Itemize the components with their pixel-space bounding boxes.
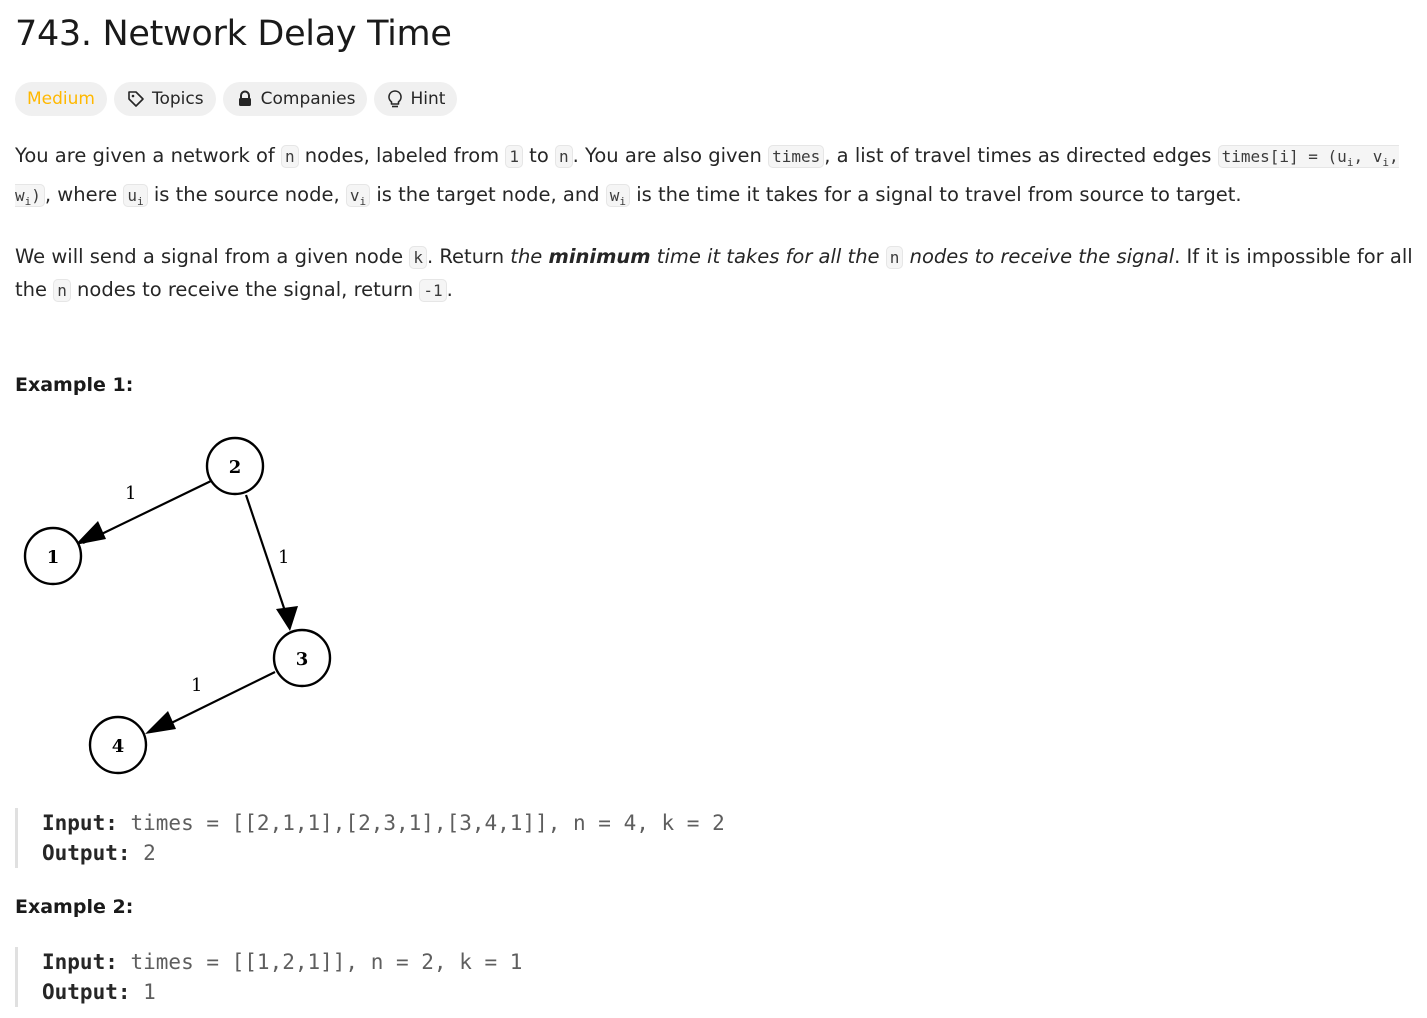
lightbulb-icon — [386, 89, 404, 109]
graph-node-1 — [25, 528, 81, 584]
edge-2-to-3-arrow — [276, 606, 298, 631]
difficulty-label: Medium — [27, 89, 95, 109]
description-paragraph-2: We will send a signal from a given node k . Return the minimum time it takes for all the n nodes to receive the signal. If it is impossible for all the n nodes to receive the signal, return -1 . — [15, 245, 1413, 302]
graph-node-2 — [207, 438, 263, 494]
code-n: n — [555, 145, 573, 168]
example-1-output: Output: 2 — [42, 841, 156, 865]
svg-text:1: 1 — [46, 547, 60, 568]
graph-node-3 — [274, 630, 330, 686]
companies-label: Companies — [260, 89, 356, 109]
emphasis-minimum: minimum — [548, 245, 651, 269]
code-v: $v_i$ — [346, 184, 370, 207]
companies-tag[interactable] — [223, 82, 368, 116]
example-1-input: Input: times = [[2,1,1],[2,3,1],[3,4,1]], n = 4, k = 2 — [42, 811, 725, 835]
code-n: n — [886, 246, 904, 269]
difficulty-tag[interactable] — [15, 82, 107, 116]
code-one: 1 — [505, 145, 523, 168]
svg-text:2: 2 — [228, 457, 242, 478]
code-n: n — [281, 145, 299, 168]
code-n: n — [53, 279, 71, 302]
svg-text:3: 3 — [295, 649, 309, 670]
topics-tag[interactable] — [114, 82, 216, 116]
code-u: $u_i$ — [123, 184, 147, 207]
hint-tag[interactable] — [374, 82, 457, 116]
code-neg-one: -1 — [419, 279, 446, 302]
edge-3-to-4 — [155, 672, 275, 731]
graph-node-4 — [90, 717, 146, 773]
example-2-title: Example 2: — [15, 896, 134, 918]
code-k: k — [409, 246, 427, 269]
example-2-block — [15, 947, 522, 1007]
edge-weight-2-3: 1 — [278, 547, 290, 568]
tag-icon — [126, 89, 146, 109]
problem-description — [15, 140, 1415, 307]
svg-text:4: 4 — [111, 736, 125, 757]
edge-2-to-1-arrow — [75, 521, 106, 545]
hint-label: Hint — [410, 89, 446, 109]
code-edge: times[i] = ($u_i$, $v_i$, $w_i$) — [15, 147, 1399, 209]
description-paragraph-1: You are given a network of n nodes, labeled from 1 to n . You are also given times , a list of travel times as directed edges times[i] = ($u_i$, $v_i$, $w_i$) , where $u_i$ is the source node, $v_i$ is the target node, and $w_i$ is the time it takes for a signal to travel from source to target. — [15, 144, 1399, 209]
edge-weight-2-1: 1 — [125, 483, 137, 504]
edge-weight-3-4: 1 — [191, 675, 203, 696]
code-w: $w_i$ — [606, 184, 630, 207]
lock-icon — [235, 89, 255, 109]
example-2-output: Output: 1 — [42, 980, 156, 1004]
problem-title: 743. Network Delay Time — [15, 14, 452, 54]
example-1-block — [15, 808, 725, 868]
code-times: times — [768, 145, 824, 168]
example-1-title: Example 1: — [15, 374, 134, 396]
example-2-input: Input: times = [[1,2,1]], n = 2, k = 1 — [42, 950, 523, 974]
topics-label: Topics — [151, 89, 204, 109]
edge-3-to-4-arrow — [145, 711, 176, 734]
tag-row — [15, 82, 457, 116]
example-1-graph — [15, 425, 355, 790]
